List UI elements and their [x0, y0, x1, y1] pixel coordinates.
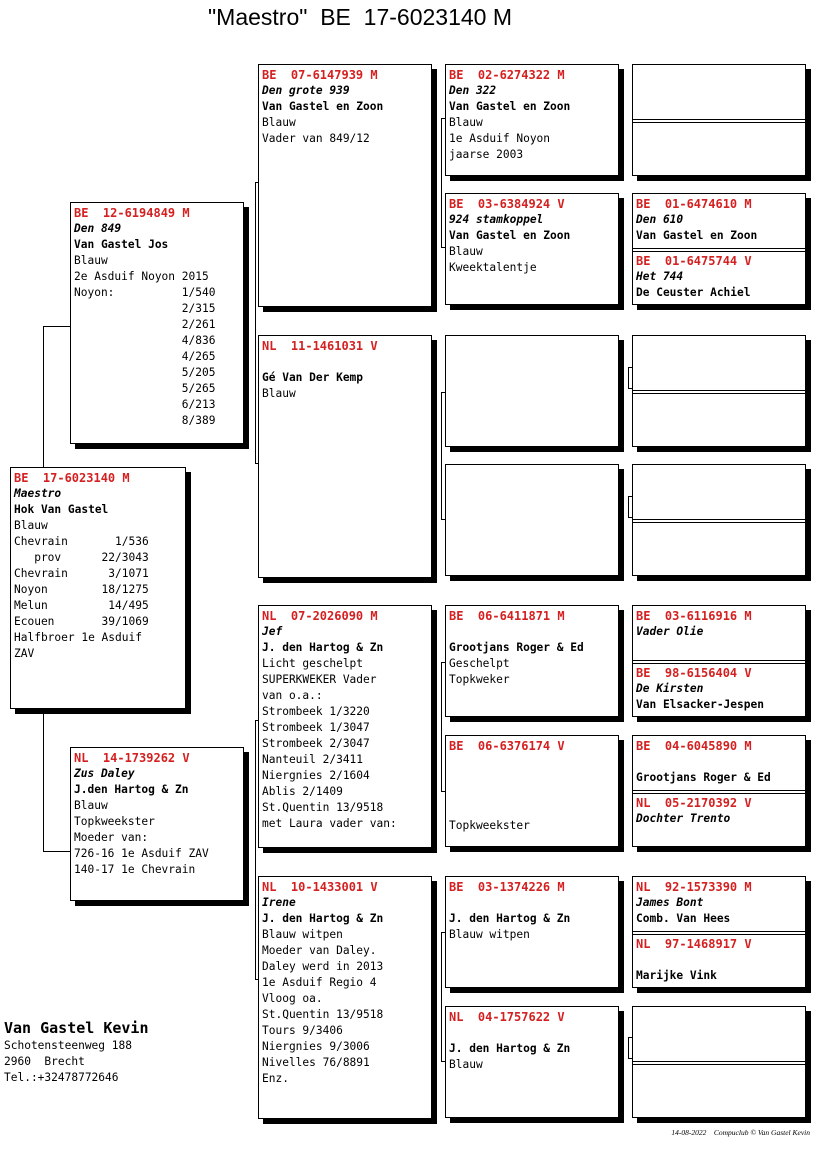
pedigree-line: De Ceuster Achiel — [636, 286, 751, 299]
ring-number: BE 03-6116916 M — [636, 609, 752, 623]
gggp-pair-7 — [632, 876, 806, 988]
owner-city: 2960 Brecht — [4, 1055, 85, 1068]
gggp-dam — [633, 934, 805, 988]
ring-number: NL 10-1433001 V — [262, 880, 378, 894]
pedigree-line: 924 stamkoppel — [449, 213, 544, 226]
gggp-pair-3 — [632, 335, 806, 447]
pedigree-line: Blauw — [449, 116, 483, 129]
pedigree-line: J. den Hartog & Zn — [449, 1042, 571, 1055]
pedigree-line: Enz. — [262, 1072, 289, 1085]
pedigree-line: Nivelles 76/8891 — [262, 1056, 370, 1069]
pedigree-line — [446, 895, 618, 911]
pedigree-line: James Bont — [636, 896, 704, 909]
ggp-card-3 — [445, 335, 619, 447]
ring-number — [633, 1065, 805, 1067]
gggp-dam — [633, 123, 805, 176]
pedigree-line: Blauw — [74, 799, 108, 812]
pedigree-line: Gé Van Der Kemp — [262, 371, 364, 384]
pedigree-line: Den 322 — [449, 84, 497, 97]
pedigree-line: Blauw witpen — [262, 928, 343, 941]
ring-number — [446, 465, 618, 467]
ring-number — [633, 123, 805, 125]
grandfather-paternal-card — [258, 64, 432, 307]
pedigree-line: Jef — [262, 625, 283, 638]
grandfather-maternal-card — [258, 605, 432, 848]
ring-number — [633, 465, 805, 467]
gggp-pair-8 — [632, 1006, 806, 1118]
grandmother-maternal-card — [258, 876, 432, 1119]
pedigree-line: Moeder van: — [74, 831, 149, 844]
pedigree-line: Ecouen 39/1069 — [14, 615, 149, 628]
ring-number — [633, 394, 805, 396]
pedigree-line: 5/205 — [74, 366, 216, 379]
pedigree-line — [446, 754, 618, 770]
pedigree-line: Zus Daley — [74, 767, 135, 780]
pedigree-line: 5/265 — [74, 382, 216, 395]
ggp-card-7 — [445, 876, 619, 988]
gggp-sire — [633, 194, 805, 249]
ring-number: NL 04-1757622 V — [449, 1010, 565, 1024]
pedigree-line — [446, 770, 618, 786]
gggp-dam — [633, 251, 805, 305]
pedigree-line: 8/389 — [74, 414, 216, 427]
ring-number: BE 06-6376174 V — [449, 739, 565, 753]
pedigree-line: De Kirsten — [636, 682, 704, 695]
pedigree-line: Van Gastel en Zoon — [636, 229, 758, 242]
ggp-card-4 — [445, 464, 619, 576]
ring-number: BE 12-6194849 M — [74, 206, 190, 220]
owner-name: Van Gastel Kevin — [4, 1019, 149, 1037]
pedigree-line — [259, 354, 431, 370]
pedigree-line — [633, 952, 805, 968]
pedigree-line: Tours 9/3406 — [262, 1024, 343, 1037]
pedigree-line: Maestro — [14, 487, 62, 500]
owner-block — [4, 1018, 149, 1086]
gggp-pair-4 — [632, 464, 806, 576]
pedigree-line: 4/836 — [74, 334, 216, 347]
pedigree-line: jaarse 2003 — [449, 148, 524, 161]
subject-card — [10, 467, 186, 709]
ggp-card-6 — [445, 735, 619, 847]
ring-number — [633, 1007, 805, 1009]
pedigree-line: met Laura vader van: — [262, 817, 397, 830]
ring-number: BE 07-6147939 M — [262, 68, 378, 82]
pedigree-line: Geschelpt — [449, 657, 510, 670]
pedigree-line: prov 22/3043 — [14, 551, 149, 564]
pedigree-line: Grootjans Roger & Ed — [449, 641, 584, 654]
pedigree-line: Den grote 939 — [262, 84, 350, 97]
pedigree-line: Irene — [262, 896, 296, 909]
ring-number: BE 06-6411871 M — [449, 609, 565, 623]
gggp-dam — [633, 663, 805, 717]
gggp-pair-1 — [632, 64, 806, 176]
pedigree-line: Blauw — [262, 116, 296, 129]
pedigree-line: Blauw — [14, 519, 48, 532]
ring-number — [446, 336, 618, 338]
pedigree-line: Van Gastel Jos — [74, 238, 169, 251]
gggp-dam — [633, 394, 805, 447]
ring-number: BE 02-6274322 M — [449, 68, 565, 82]
ring-number: NL 11-1461031 V — [262, 339, 378, 353]
pedigree-line: Topkweker — [449, 673, 510, 686]
pedigree-line — [633, 754, 805, 770]
pedigree-line: Hok Van Gastel — [14, 503, 109, 516]
pedigree-line: Den 610 — [636, 213, 684, 226]
gggp-pair-5 — [632, 605, 806, 717]
pedigree-line: Noyon 18/1275 — [14, 583, 149, 596]
pedigree-line: Strombeek 1/3047 — [262, 721, 370, 734]
mother-card — [70, 747, 244, 901]
pedigree-line: Blauw — [74, 254, 108, 267]
pedigree-line: Van Elsacker-Jespen — [636, 698, 764, 711]
pedigree-line: Marijke Vink — [636, 969, 717, 982]
ring-number: NL 07-2026090 M — [262, 609, 378, 623]
pedigree-line: J. den Hartog & Zn — [449, 912, 571, 925]
pedigree-line: Niergnies 9/3006 — [262, 1040, 370, 1053]
pedigree-line: van o.a.: — [262, 689, 323, 702]
pedigree-line: Ablis 2/1409 — [262, 785, 343, 798]
pedigree-line: Blauw — [449, 1058, 483, 1071]
pedigree-line — [446, 624, 618, 640]
gggp-pair-2 — [632, 193, 806, 305]
pedigree-line: St.Quentin 13/9518 — [262, 801, 384, 814]
ring-number: NL 97-1468917 V — [636, 937, 752, 951]
pedigree-line: 1e Asduif Regio 4 — [262, 976, 377, 989]
ggp-card-1 — [445, 64, 619, 176]
pedigree-line: Grootjans Roger & Ed — [636, 771, 771, 784]
pedigree-line: Comb. Van Hees — [636, 912, 731, 925]
ring-number: BE 01-6474610 M — [636, 197, 752, 211]
ring-number — [633, 523, 805, 525]
pedigree-line: Nanteuil 2/3411 — [262, 753, 364, 766]
pedigree-line: 2/261 — [74, 318, 216, 331]
pedigree-line: Blauw — [262, 387, 296, 400]
pedigree-line: 726-16 1e Asduif ZAV — [74, 847, 209, 860]
pedigree-line: 140-17 1e Chevrain — [74, 863, 196, 876]
pedigree-line: Daley werd in 2013 — [262, 960, 384, 973]
pedigree-line: Licht geschelpt — [262, 657, 364, 670]
gggp-pair-6 — [632, 735, 806, 847]
pedigree-line: Van Gastel en Zoon — [449, 229, 571, 242]
ggp-card-2 — [445, 193, 619, 305]
pedigree-line: Strombeek 2/3047 — [262, 737, 370, 750]
owner-address: Schotensteenweg 188 — [4, 1039, 132, 1052]
pedigree-line: 1e Asduif Noyon — [449, 132, 551, 145]
pedigree-line: Blauw — [449, 245, 483, 258]
pedigree-line: Van Gastel en Zoon — [449, 100, 571, 113]
pedigree-line: 2/315 — [74, 302, 216, 315]
pedigree-line: Vloog oa. — [262, 992, 323, 1005]
pedigree-line: St.Quentin 13/9518 — [262, 1008, 384, 1021]
ring-number — [633, 65, 805, 67]
gggp-sire — [633, 465, 805, 520]
ring-number: NL 92-1573390 M — [636, 880, 752, 894]
gggp-dam — [633, 793, 805, 847]
pedigree-line: Van Gastel en Zoon — [262, 100, 384, 113]
gggp-sire — [633, 65, 805, 120]
ring-number: BE 03-6384924 V — [449, 197, 565, 211]
pedigree-line: Vader Olie — [636, 625, 704, 638]
pedigree-line — [446, 802, 618, 818]
pedigree-line: Het 744 — [636, 270, 684, 283]
pedigree-line: ZAV — [14, 647, 35, 660]
pedigree-line: Dochter Trento — [636, 812, 731, 825]
gggp-sire — [633, 336, 805, 391]
pedigree-line: 6/213 — [74, 398, 216, 411]
ring-number — [633, 336, 805, 338]
pedigree-line: Halfbroer 1e Asduif — [14, 631, 142, 644]
pedigree-line: 2e Asduif Noyon 2015 — [74, 270, 209, 283]
footer-credit: 14-08-2022 Compuclub © Van Gastel Kevin — [671, 1128, 810, 1137]
pedigree-line — [446, 786, 618, 802]
ring-number: NL 14-1739262 V — [74, 751, 190, 765]
pedigree-line: Melun 14/495 — [14, 599, 149, 612]
pedigree-line: Topkweekster — [449, 819, 530, 832]
pedigree-line: Chevrain 3/1071 — [14, 567, 149, 580]
ring-number: NL 05-2170392 V — [636, 796, 752, 810]
pedigree-line: Den 849 — [74, 222, 122, 235]
pedigree-line: Blauw witpen — [449, 928, 530, 941]
gggp-sire — [633, 736, 805, 791]
pedigree-line: Vader van 849/12 — [262, 132, 370, 145]
ring-number: BE 17-6023140 M — [14, 471, 130, 485]
pedigree-line: J.den Hartog & Zn — [74, 783, 189, 796]
pedigree-line: Chevrain 1/536 — [14, 535, 149, 548]
pedigree-line: J. den Hartog & Zn — [262, 912, 384, 925]
grandmother-paternal-card — [258, 335, 432, 578]
pedigree-line: 4/265 — [74, 350, 216, 363]
owner-phone: Tel.:+32478772646 — [4, 1071, 119, 1084]
pedigree-line: Topkweekster — [74, 815, 155, 828]
gggp-sire — [633, 606, 805, 661]
pedigree-line: Strombeek 1/3220 — [262, 705, 370, 718]
ring-number: BE 03-1374226 M — [449, 880, 565, 894]
gggp-sire — [633, 877, 805, 932]
pedigree-line: Niergnies 2/1604 — [262, 769, 370, 782]
ggp-card-5 — [445, 605, 619, 717]
pedigree-line: Kweektalentje — [449, 261, 537, 274]
ring-number: BE 98-6156404 V — [636, 666, 752, 680]
pedigree-line — [446, 1025, 618, 1041]
gggp-sire — [633, 1007, 805, 1062]
page-title: "Maestro" BE 17-6023140 M — [208, 4, 512, 30]
pedigree-line: Noyon: 1/540 — [74, 286, 216, 299]
pedigree-line: Moeder van Daley. — [262, 944, 377, 957]
father-card — [70, 202, 244, 444]
gggp-dam — [633, 523, 805, 576]
pedigree-line: SUPERKWEKER Vader — [262, 673, 377, 686]
ring-number: BE 01-6475744 V — [636, 254, 752, 268]
ring-number: BE 04-6045890 M — [636, 739, 752, 753]
pedigree-line: J. den Hartog & Zn — [262, 641, 384, 654]
gggp-dam — [633, 1065, 805, 1118]
ggp-card-8 — [445, 1006, 619, 1118]
